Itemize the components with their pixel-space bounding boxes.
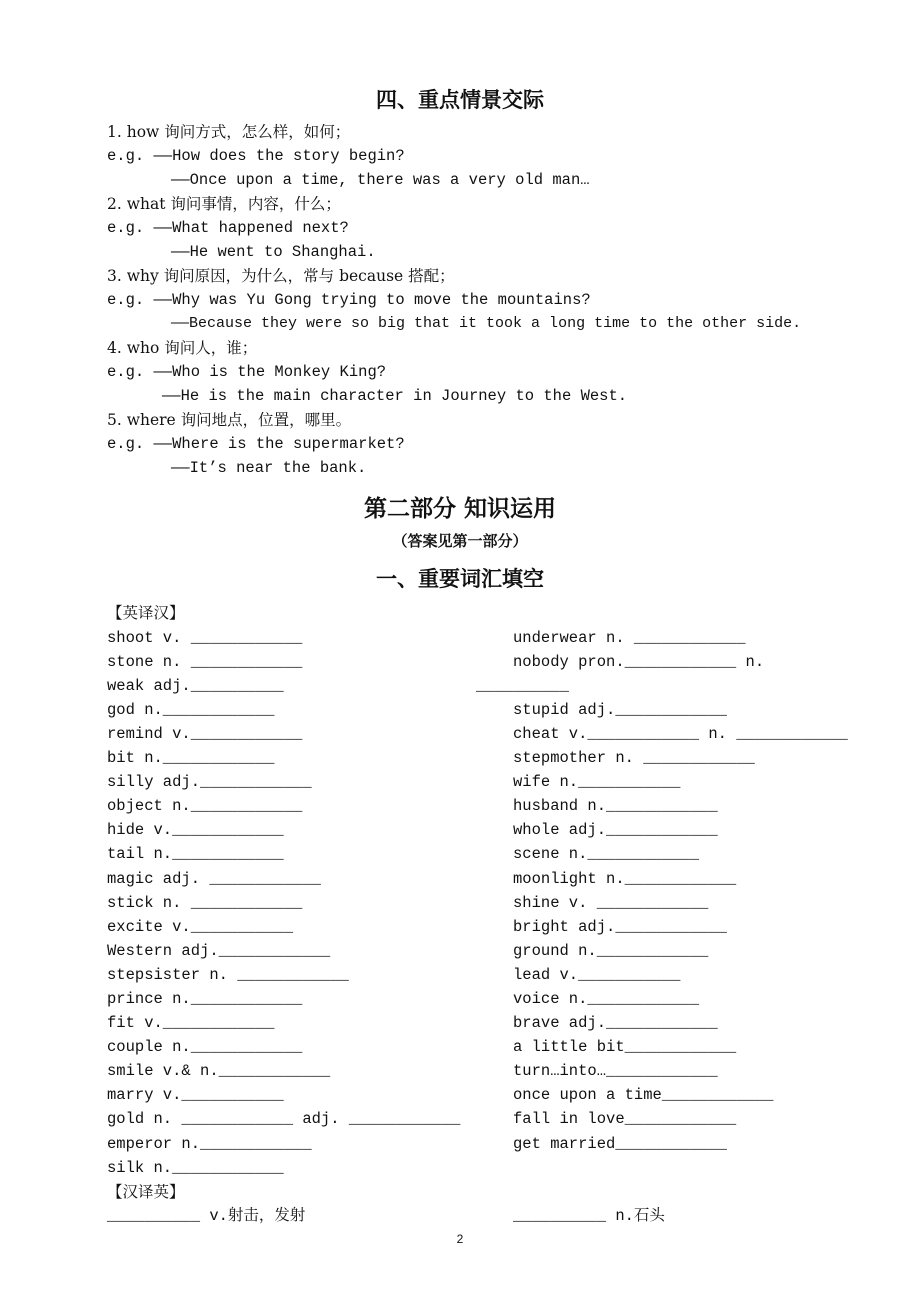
en-to-cn-label: 【英译汉】 (107, 604, 185, 622)
vocab-left: shoot v. ____________ (107, 629, 303, 647)
page-number: 2 (456, 1232, 464, 1246)
item-5-line: 5. where 询问地点，位置，哪里。 (107, 411, 352, 429)
vocab-left: couple n.____________ (107, 1038, 303, 1056)
vocab-right: a little bit____________ (513, 1038, 737, 1056)
vocab-right: once upon a time____________ (513, 1086, 774, 1104)
cn-to-en-item: __________ v.射击，发射 (107, 1207, 306, 1225)
vocab-right: lead v.___________ (513, 966, 681, 984)
item-4-eg-q: e.g. ——Who is the Monkey King? (107, 363, 387, 381)
vocab-right: stepmother n. ____________ (513, 749, 755, 767)
part2-subtitle: （答案见第一部分） (392, 532, 528, 550)
vocab-left: marry v.___________ (107, 1086, 284, 1104)
vocab-left: Western adj.____________ (107, 942, 331, 960)
vocab-right: scene n.____________ (513, 845, 700, 863)
vocab-right: stupid adj.____________ (513, 701, 727, 719)
vocab-left: fit v.____________ (107, 1014, 275, 1032)
vocab-left: silly adj.____________ (107, 773, 312, 791)
vocab-left: magic adj. ____________ (107, 870, 321, 888)
vocab-right: nobody pron.____________ n. (513, 653, 765, 671)
item-3-line: 3. why 询问原因，为什么，常与 because 搭配； (107, 267, 455, 285)
section1-title: 一、重要词汇填空 (376, 567, 544, 591)
item-2-line: 2. what 询问事情，内容，什么； (107, 195, 341, 213)
vocab-right: whole adj.____________ (513, 821, 718, 839)
part2-title: 第二部分 知识运用 (363, 496, 556, 522)
vocab-left: gold n. ____________ adj. ____________ (107, 1110, 461, 1128)
cn-to-en-item: __________ n.石头 (513, 1207, 665, 1225)
vocab-left: silk n.____________ (107, 1159, 284, 1177)
vocab-left: stick n. ____________ (107, 894, 303, 912)
vocab-right: underwear n. ____________ (513, 629, 746, 647)
item-5-eg-a: ——It’s near the bank. (171, 459, 367, 477)
vocab-right: get married____________ (513, 1135, 727, 1153)
vocab-left: prince n.____________ (107, 990, 303, 1008)
item-4-line: 4. who 询问人，谁； (107, 339, 258, 357)
vocab-right: wife n.___________ (513, 773, 681, 791)
section4-title: 四、重点情景交际 (376, 88, 544, 112)
item-5-eg-q: e.g. ——Where is the supermarket? (107, 435, 405, 453)
vocab-right: moonlight n.____________ (513, 870, 737, 888)
vocab-left: bit n.____________ (107, 749, 275, 767)
item-3-eg-q: e.g. ——Why was Yu Gong trying to move the mountains? (107, 291, 591, 309)
vocab-right: ground n.____________ (513, 942, 709, 960)
item-2-eg-q: e.g. ——What happened next? (107, 219, 349, 237)
vocab-left: emperor n.____________ (107, 1135, 312, 1153)
vocab-right: brave adj.____________ (513, 1014, 718, 1032)
item-3-eg-a: ——Because they were so big that it took a long time to the other side. (171, 315, 802, 332)
item-1-eg-q: e.g. ——How does the story begin? (107, 147, 405, 165)
vocab-right: cheat v.____________ n. ____________ (513, 725, 848, 743)
vocab-left: smile v.& n.____________ (107, 1062, 331, 1080)
vocab-left: excite v.___________ (107, 918, 294, 936)
vocab-right: fall in love____________ (513, 1110, 737, 1128)
item-4-eg-a: ——He is the main character in Journey to the West. (162, 387, 628, 405)
vocab-left: object n.____________ (107, 797, 303, 815)
item-2-eg-a: ——He went to Shanghai. (171, 243, 376, 261)
vocab-left: remind v.____________ (107, 725, 303, 743)
vocab-right: turn…into…____________ (513, 1062, 718, 1080)
vocab-right: bright adj.____________ (513, 918, 727, 936)
vocab-left: tail n.____________ (107, 845, 284, 863)
vocab-right: shine v. ____________ (513, 894, 709, 912)
vocab-right: voice n.____________ (513, 990, 700, 1008)
cn-to-en-label: 【汉译英】 (107, 1183, 185, 1201)
item-1-line: 1. how 询问方式，怎么样，如何； (107, 123, 351, 141)
vocab-right: __________ (476, 677, 570, 695)
vocab-left: stone n. ____________ (107, 653, 303, 671)
vocab-left: stepsister n. ____________ (107, 966, 349, 984)
vocab-left: weak adj.__________ (107, 677, 284, 695)
item-1-eg-a: ——Once upon a time, there was a very old man… (171, 171, 590, 189)
vocab-right: husband n.____________ (513, 797, 718, 815)
vocab-left: hide v.____________ (107, 821, 284, 839)
vocab-left: god n.____________ (107, 701, 275, 719)
